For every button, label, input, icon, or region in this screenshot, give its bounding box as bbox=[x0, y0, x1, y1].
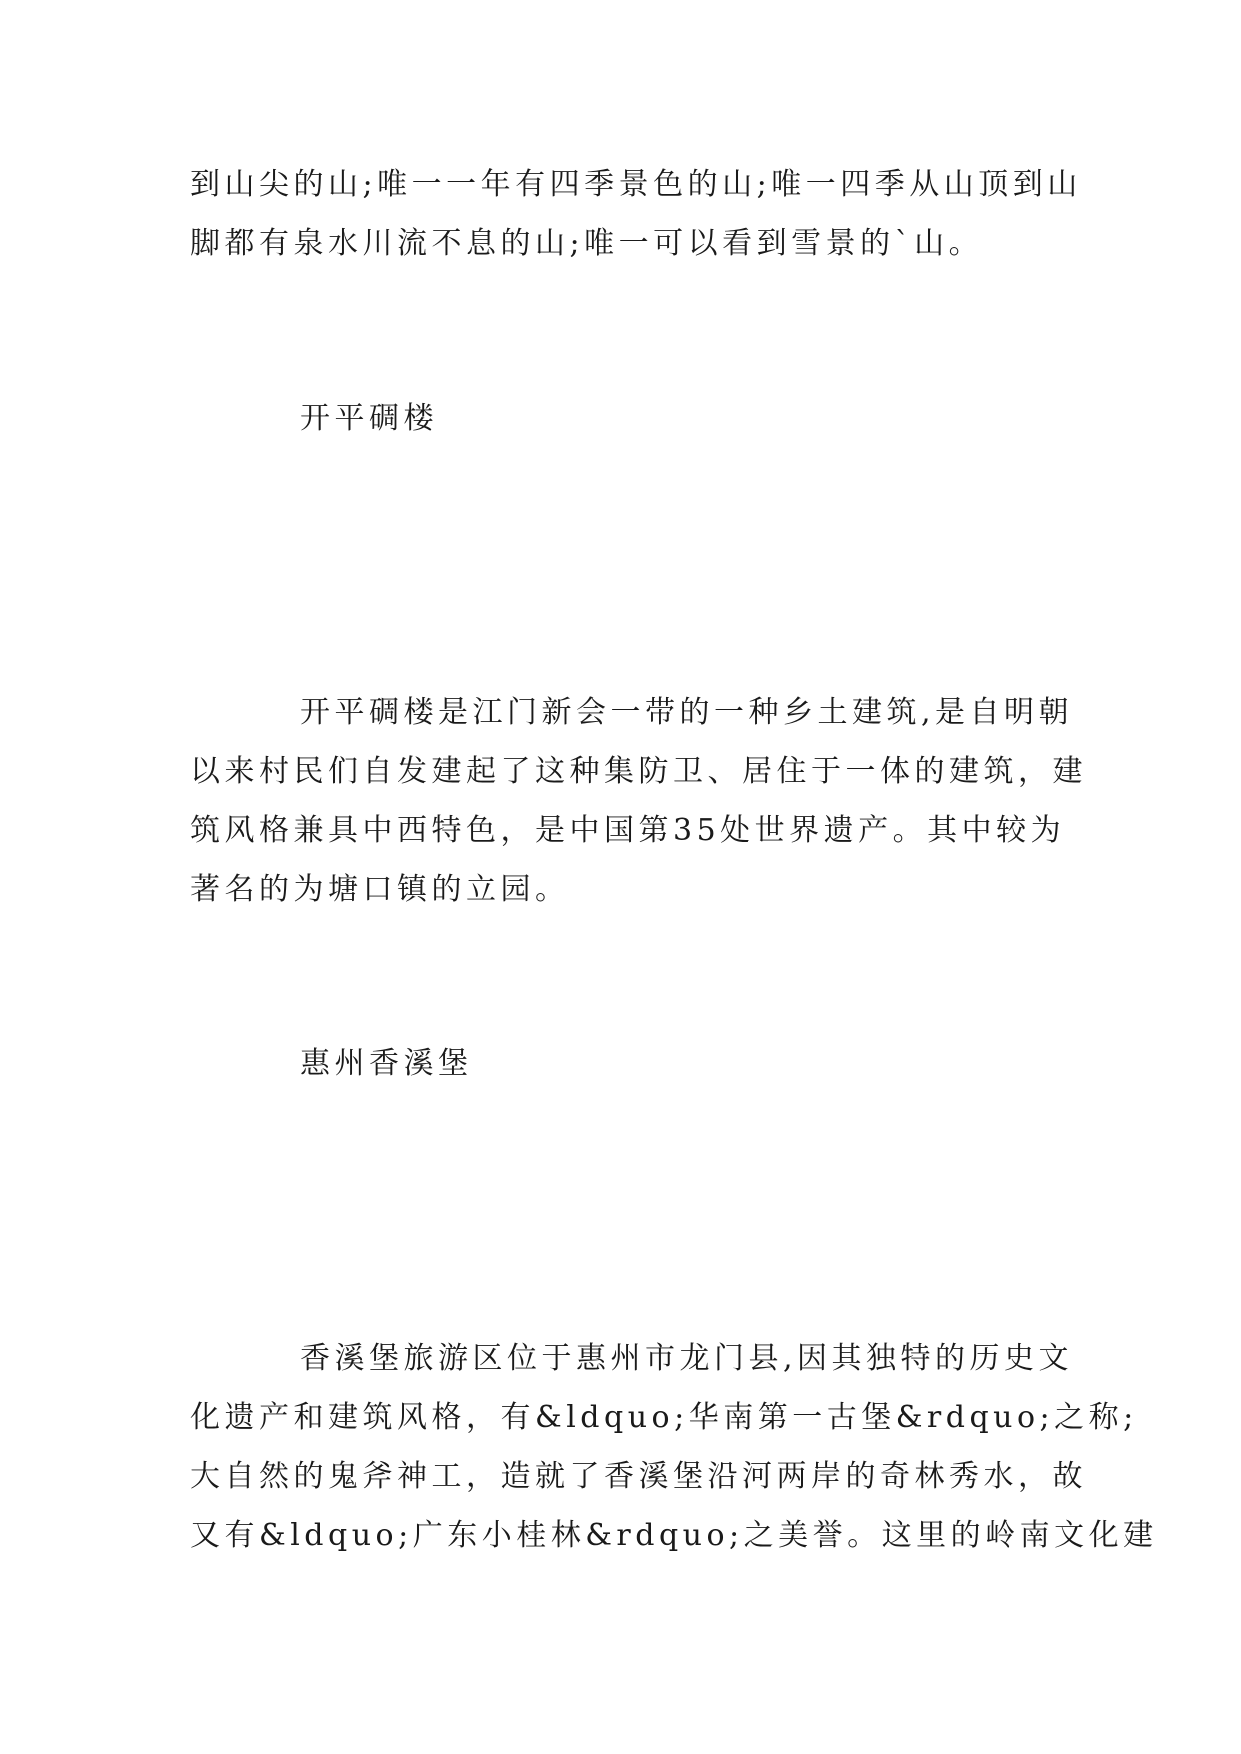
section-heading-kaiping-diaolou: 开平碉楼 bbox=[300, 401, 438, 436]
paragraph-line: 以来村民们自发建起了这种集防卫、居住于一体的建筑，建 bbox=[190, 754, 1087, 789]
paragraph-line: 化遗产和建筑风格，有&ldquo;华南第一古堡&rdquo;之称; bbox=[190, 1400, 1138, 1435]
paragraph-line: 开平碉楼是江门新会一带的一种乡土建筑,是自明朝 bbox=[300, 695, 1074, 730]
paragraph-line: 筑风格兼具中西特色，是中国第35处世界遗产。其中较为 bbox=[190, 813, 1066, 848]
paragraph-line: 又有&ldquo;广东小桂林&rdquo;之美誉。这里的岭南文化建 bbox=[190, 1518, 1158, 1553]
paragraph-line: 脚都有泉水川流不息的山;唯一可以看到雪景的`山。 bbox=[190, 226, 984, 261]
paragraph-line: 大自然的鬼斧神工，造就了香溪堡沿河两岸的奇林秀水，故 bbox=[190, 1459, 1087, 1494]
paragraph-line: 香溪堡旅游区位于惠州市龙门县,因其独特的历史文 bbox=[300, 1341, 1074, 1376]
paragraph-line: 到山尖的山;唯一一年有四季景色的山;唯一四季从山顶到山 bbox=[190, 167, 1082, 202]
section-heading-huizhou-xiangxibao: 惠州香溪堡 bbox=[300, 1046, 473, 1081]
paragraph-line: 著名的为塘口镇的立园。 bbox=[190, 872, 570, 907]
